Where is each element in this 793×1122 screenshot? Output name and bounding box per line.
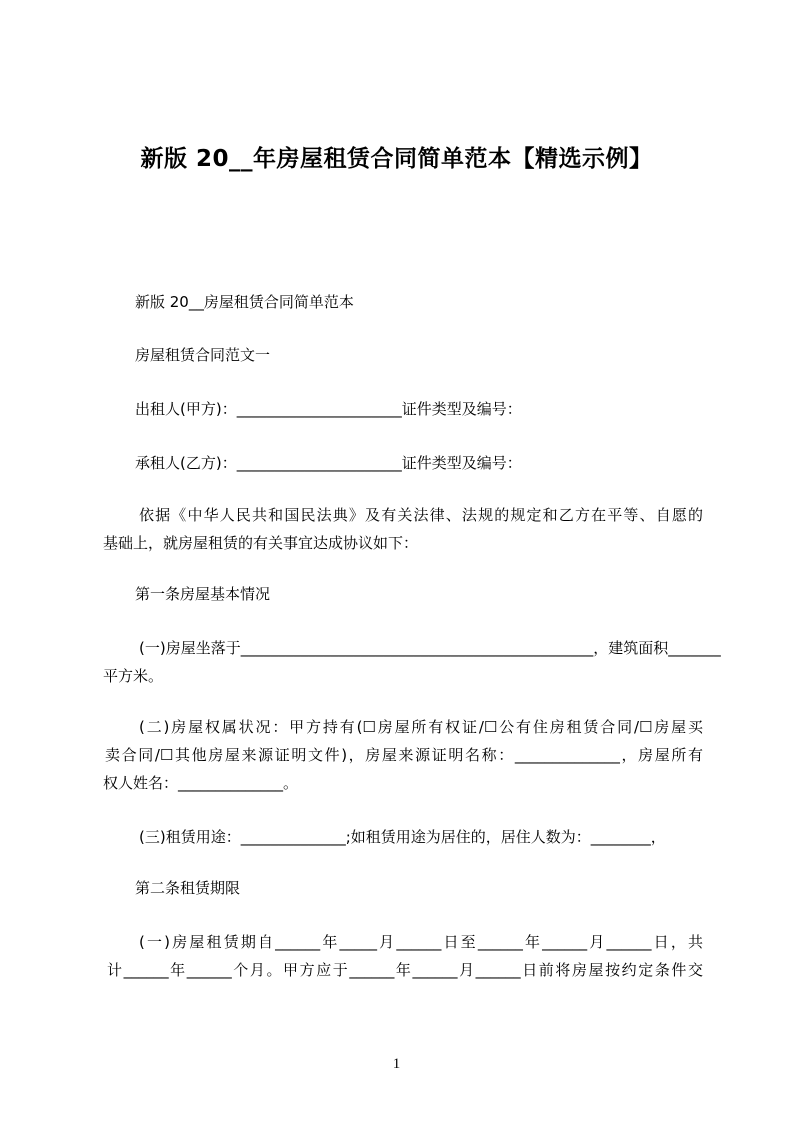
preamble-paragraph — [103, 501, 703, 557]
clause-line: (二)房屋权属状况：甲方持有(☐房屋所有权证/☐公有住房租赁合同/☐房屋买 — [139, 718, 703, 736]
page-number: 1 — [392, 1056, 401, 1072]
clause-line: (一)房屋坐落于_______________________________________________，建筑面积_______ — [139, 639, 721, 657]
preamble-line: 依据《中华人民共和国民法典》及有关法律、法规的规定和乙方在平等、自愿的 — [139, 506, 703, 524]
article1-item3 — [135, 823, 703, 851]
clause-line: (三)租赁用途：______________;如租赁用途为居住的，居住人数为：________， — [139, 828, 666, 846]
lessee-line: 承租人(乙方)：______________________证件类型及编号： — [135, 454, 522, 472]
sample-heading: 房屋租赁合同范文一 — [135, 346, 271, 364]
article1-heading: 第一条房屋基本情况 — [135, 585, 271, 603]
subtitle: 新版 20__房屋租赁合同简单范本 — [135, 293, 354, 311]
lessor-line: 出租人(甲方)：______________________证件类型及编号： — [135, 400, 522, 418]
document-title: 新版 20__年房屋租赁合同简单范本【精选示例】 — [140, 146, 653, 172]
clause-line: 卖合同/☐其他房屋来源证明文件)，房屋来源证明名称：______________，房屋所有 — [105, 746, 703, 764]
clause-line: 权人姓名：______________。 — [103, 774, 299, 792]
article2-heading: 第二条租赁期限 — [135, 879, 241, 897]
article2-item1 — [107, 928, 703, 984]
clause-line: (一)房屋租赁期自______年_____月______日至______年______月______日，共 — [139, 933, 703, 951]
clause-line: 平方米。 — [103, 667, 164, 685]
article1-item2 — [103, 713, 703, 797]
preamble-line: 基础上，就房屋租赁的有关事宜达成协议如下： — [103, 534, 419, 552]
clause-line: 计______年______个月。甲方应于______年______月______日前将房屋按约定条件交 — [107, 961, 703, 979]
article1-item1 — [103, 634, 721, 690]
